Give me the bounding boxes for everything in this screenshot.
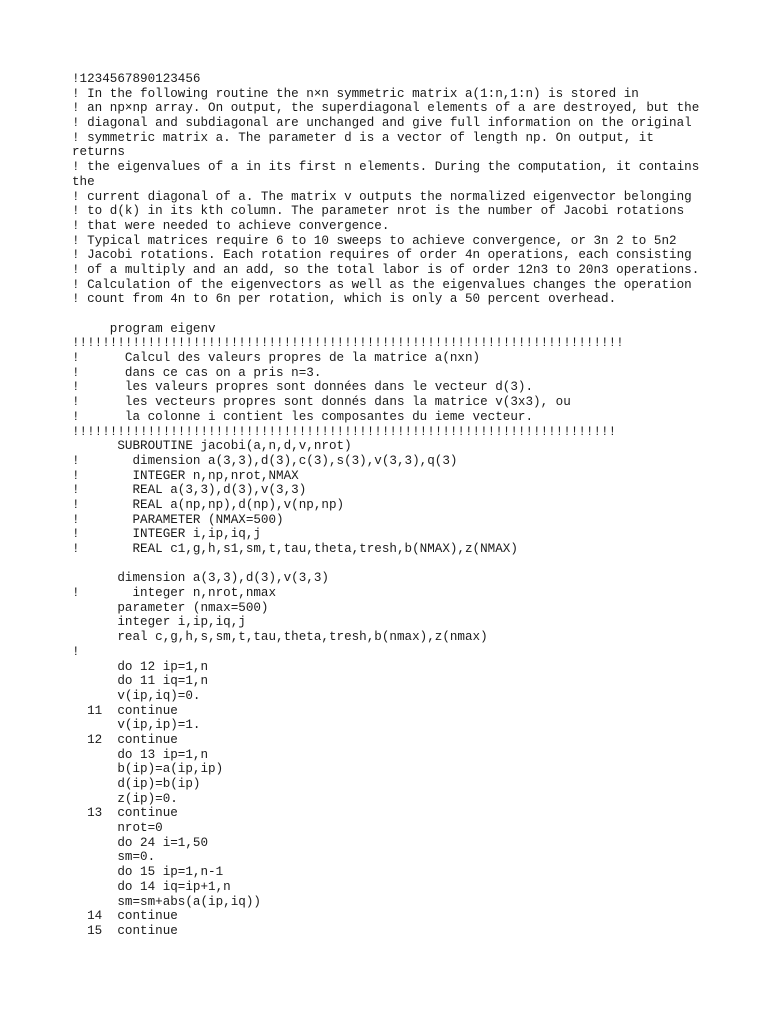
- code-line: program eigenv: [72, 321, 216, 336]
- code-line: 13 continue: [72, 806, 178, 821]
- document-page: [72, 72, 712, 939]
- code-line: ! dans ce cas on a pris n=3.: [72, 365, 322, 380]
- code-line: integer i,ip,iq,j: [72, 615, 246, 630]
- code-line: ! count from 4n to 6n per rotation, which is only a 50 percent overhead.: [72, 292, 617, 307]
- code-line: !1234567890123456: [72, 72, 201, 86]
- code-line: real c,g,h,s,sm,t,tau,theta,tresh,b(nmax),z(nmax): [72, 630, 488, 645]
- code-line: ! la colonne i contient les composantes du ieme vecteur.: [72, 409, 534, 424]
- code-line: do 12 ip=1,n: [72, 659, 209, 674]
- code-line: ! dimension a(3,3),d(3),c(3),s(3),v(3,3),q(3): [72, 453, 458, 468]
- code-line: ! diagonal and subdiagonal are unchanged and give full information on the original: [72, 116, 692, 131]
- code-line: dimension a(3,3),d(3),v(3,3): [72, 571, 329, 586]
- code-line: z(ip)=0.: [72, 791, 178, 806]
- code-line: do 24 i=1,50: [72, 835, 209, 850]
- code-line: ! REAL c1,g,h,s1,sm,t,tau,theta,tresh,b(NMAX),z(NMAX): [72, 542, 518, 556]
- code-line: ! an np×np array. On output, the superdiagonal elements of a are destroyed, but the: [72, 101, 700, 116]
- code-line: do 15 ip=1,n-1: [72, 865, 224, 880]
- code-line: ! Calculation of the eigenvectors as well as the eigenvalues changes the operation: [72, 277, 692, 292]
- code-line: b(ip)=a(ip,ip): [72, 762, 224, 777]
- code-line: ! Calcul des valeurs propres de la matrice a(nxn): [72, 351, 481, 366]
- code-line: do 11 iq=1,n: [72, 674, 209, 689]
- code-line: ! PARAMETER (NMAX=500): [72, 512, 284, 527]
- code-line: !: [72, 644, 80, 659]
- code-line: [72, 557, 712, 572]
- code-line: ! In the following routine the n×n symmetric matrix a(1:n,1:n) is stored in: [72, 86, 639, 101]
- code-line: ! Jacobi rotations. Each rotation requires of order 4n operations, each consisting: [72, 248, 692, 263]
- code-line: do 13 ip=1,n: [72, 747, 209, 762]
- code-line: sm=0.: [72, 850, 156, 865]
- code-line: parameter (nmax=500): [72, 600, 269, 615]
- code-line: the: [72, 174, 95, 189]
- code-line: ! of a multiply and an add, so the total labor is of order 12n3 to 20n3 operations.: [72, 262, 700, 277]
- code-line: v(ip,iq)=0.: [72, 688, 201, 703]
- code-line: 11 continue: [72, 703, 178, 718]
- code-line: ! les valeurs propres sont données dans le vecteur d(3).: [72, 380, 534, 395]
- code-line: d(ip)=b(ip): [72, 777, 201, 791]
- code-line: sm=sm+abs(a(ip,iq)): [72, 894, 261, 909]
- code-line: [72, 307, 712, 322]
- code-line: ! REAL a(3,3),d(3),v(3,3): [72, 483, 307, 498]
- code-line: ! INTEGER i,ip,iq,j: [72, 527, 261, 542]
- code-line: ! les vecteurs propres sont donnés dans la matrice v(3x3), ou: [72, 395, 571, 410]
- code-line: ! that were needed to achieve convergence.: [72, 218, 390, 233]
- code-line: 12 continue: [72, 732, 178, 747]
- code-line: v(ip,ip)=1.: [72, 718, 201, 733]
- code-line: ! REAL a(np,np),d(np),v(np,np): [72, 497, 345, 512]
- code-line: returns: [72, 145, 125, 160]
- code-line: SUBROUTINE jacobi(a,n,d,v,nrot): [72, 439, 352, 454]
- code-line: 14 continue: [72, 909, 178, 924]
- code-line: ! current diagonal of a. The matrix v outputs the normalized eigenvector belonging: [72, 189, 692, 204]
- code-line: ! Typical matrices require 6 to 10 sweeps to achieve convergence, or 3n 2 to 5n2: [72, 233, 677, 248]
- code-listing: [72, 72, 712, 939]
- code-line: 15 continue: [72, 923, 178, 938]
- code-line: ! to d(k) in its kth column. The parameter nrot is the number of Jacobi rotations: [72, 204, 685, 219]
- code-line: ! INTEGER n,np,nrot,NMAX: [72, 468, 299, 483]
- code-line: ! symmetric matrix a. The parameter d is a vector of length np. On output, it: [72, 130, 654, 145]
- code-line: ! integer n,nrot,nmax: [72, 586, 277, 601]
- code-line: ! the eigenvalues of a in its first n elements. During the computation, it contains: [72, 160, 700, 175]
- code-line: nrot=0: [72, 821, 163, 836]
- code-line: !!!!!!!!!!!!!!!!!!!!!!!!!!!!!!!!!!!!!!!!!!!!!!!!!!!!!!!!!!!!!!!!!!!!!!!!: [72, 424, 617, 439]
- code-line: !!!!!!!!!!!!!!!!!!!!!!!!!!!!!!!!!!!!!!!!!!!!!!!!!!!!!!!!!!!!!!!!!!!!!!!!!: [72, 336, 624, 351]
- code-line: do 14 iq=ip+1,n: [72, 879, 231, 894]
